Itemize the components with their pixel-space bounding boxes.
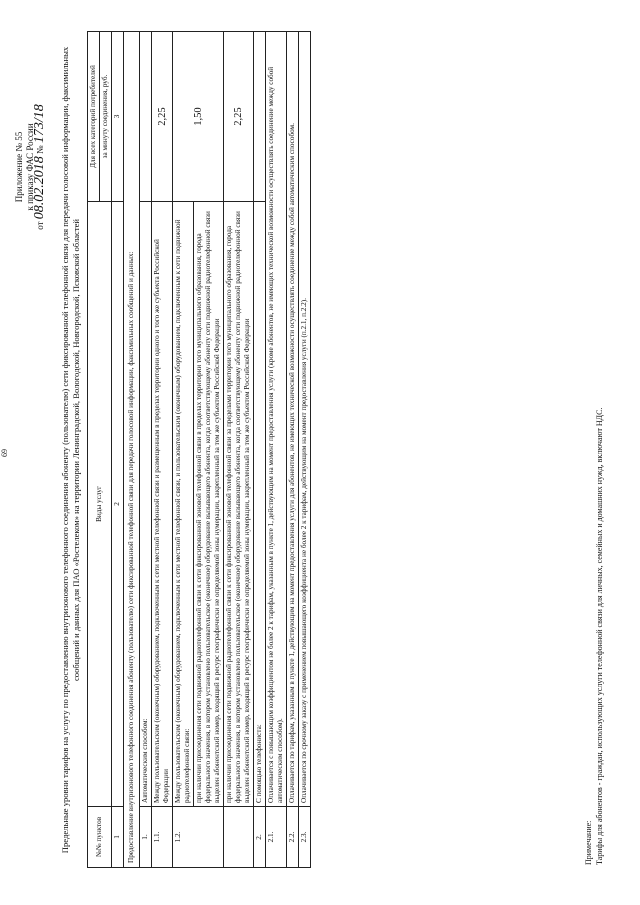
table-header-row [88, 32, 100, 868]
appendix-date: 08.02.2018 [32, 156, 47, 220]
table-row: при наличии присоединения сети подвижной радиотелефонной связи к сети фиксированной зоновой телефонной связи в пределах территории того муниципального образования, города федерального значения, в котором установлено пользовательское (оконечное) оборудование вызывающего абонента, когда соответствующему абоненту сети подвижной радиотелефонной связи выделен абонентский номер, входящий в ресурс географически не определяемой зоны нумерации, закрепленный за тем же субъектом Российской Федерации [194, 32, 224, 868]
table-row: 1.2. Между пользовательским (оконечным) оборудованием, подключенным к сети местной телефонной связи, и пользовательским (оконечным) оборудованием, подключенным к сети подвижной радиотелефонной связи: 1,50 [173, 32, 194, 868]
table-row: 2.2. Оплачивается по тарифам, указанным в пункте 1, действующим на момент предоставления услуги для абонентов, не имеющих технической возможности осуществлять соединение между собой автоматическим способом. [287, 32, 299, 868]
table-row: 2.3. Оплачивается по срочному заказу с применением повышающего коэффициента не более 2 к тарифам, действующим на момент предоставления услуги (п.2.1, п.2.2). [299, 32, 311, 868]
table-row: 1.1. Между пользовательским (оконечным) оборудованием, подключенным к сети местной телефонной связи и размещенным в пределах территории одного и того же субъекта Российской Федерации 2,25 [152, 32, 173, 868]
table-row: 2.1. Оплачивается с повышающим коэффициентом не более 2 к тарифам, указанным в пункте 1, действующим на момент предоставления услуги (кроме абонентов, не имеющих технической возможности осуществлять соединение между собой автоматическим способом). [266, 32, 287, 868]
tariff-table [87, 31, 311, 868]
header-service: Виды услуг [88, 202, 112, 807]
appendix-stamp [14, 52, 46, 282]
header-unit: за минуту соединения, руб. [100, 32, 112, 202]
table-row: при наличии присоединения сети подвижной радиотелефонной связи к сети фиксированной зоновой телефонной связи за пределами территории того муниципального образования, города федерального значения, в котором установлено пользовательское (оконечное) оборудование вызывающего абонента, когда соответствующему абоненту сети подвижной радиотелефонной связи выделен абонентский номер, входящий в ресурс географически не определяемой зоны нумерации, закрепленный за тем же субъектом Российской Федерации 2,25 [224, 32, 254, 868]
header-num: №№ пунктов [88, 807, 112, 868]
appendix-number: 173/18 [32, 104, 47, 144]
header-consumers: Для всех категорий потребителей [88, 32, 100, 202]
table-row: 2. С помощью телефониста: [254, 32, 266, 868]
notes [583, 408, 605, 865]
notes-text: Тарифы для абонентов - граждан, использующих услуги телефонной связи для личных, семейных и домашних нужд, включают НДС. [595, 407, 604, 865]
table-row: 1. Автоматическим способом: [140, 32, 152, 868]
appendix-line1: Приложение № 55 [14, 131, 24, 203]
notes-title: Примечание: [584, 820, 593, 865]
appendix-date-line: от 08.02.2018 № 173/18 [32, 104, 47, 230]
page-number: 69 [0, 449, 9, 457]
column-numbers-row: 1 2 3 [112, 32, 124, 868]
document-heading: Предельные уровни тарифов на услугу по предоставлению внутризонового телефонного соединения абоненту (пользователю) сети фиксированной телефонной связи для передачи голосовой информации, факсимильных сообщений и данных для ПАО «Ростелеком» на территории Ленинградской, Вологодской, Новгородской, Псковской областей [60, 46, 81, 854]
section-title: Предоставление внутризонового телефонного соединения абоненту (пользователю) сети фиксированной телефонной связи для передачи голосовой информации, факсимильных сообщений и данных: [124, 32, 140, 868]
section-title-row [124, 32, 140, 868]
appendix-line2: к приказу ФАС России [24, 123, 35, 211]
